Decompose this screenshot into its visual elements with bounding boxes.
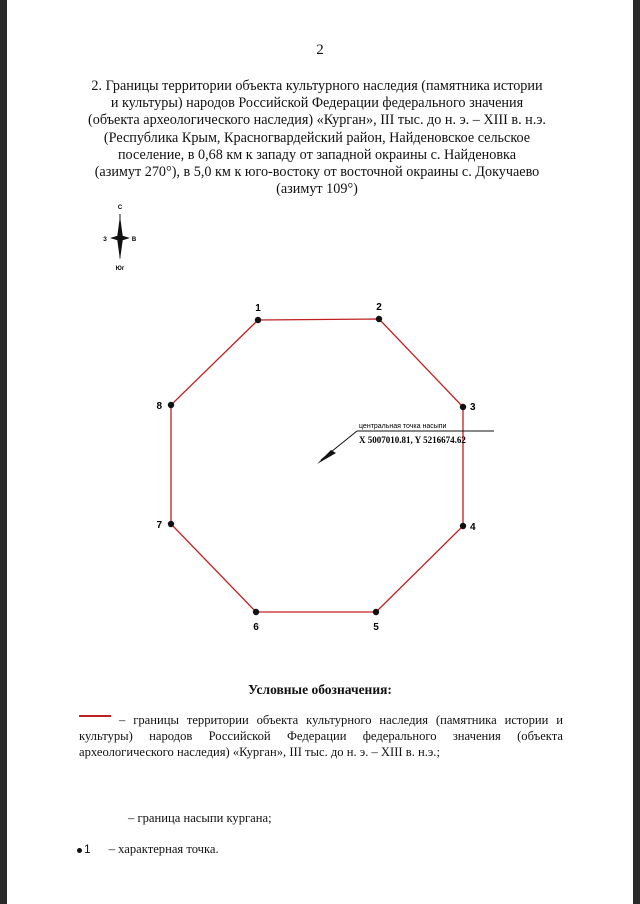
boundary-line-swatch: [79, 715, 111, 717]
point-label-7: 7: [156, 520, 162, 531]
boundary-map: [7, 0, 633, 904]
characteristic-point-1: [255, 317, 261, 323]
document-page: [7, 0, 633, 904]
point-label-1: 1: [255, 303, 261, 314]
compass-north-label: С: [117, 205, 123, 211]
legend-mound-text: – граница насыпи кургана;: [128, 811, 272, 825]
leader-arrow-icon: [317, 450, 336, 464]
title-line: (азимут 270°), в 5,0 км к юго-востоку от восточной окраины с. Докучаево: [94, 164, 540, 181]
center-point-label: центральная точка насыпи: [359, 423, 447, 430]
legend-boundary-item: [79, 713, 563, 760]
legend-point-item: [77, 842, 219, 857]
title-line: (объекта археологического наследия) «Курган», III тыс. до н. э. – XIII в. н.э.: [88, 112, 546, 129]
point-label-4: 4: [470, 522, 476, 533]
title-line: и культуры) народов Российской Федерации федерального значения: [110, 95, 524, 112]
compass-rose: [103, 205, 137, 272]
page-number: 2: [316, 42, 324, 58]
characteristic-point-6: [253, 609, 259, 615]
center-point-annotation: [317, 423, 494, 464]
legend-point-text: – характерная точка.: [108, 842, 219, 856]
compass-cross-icon: [110, 235, 130, 241]
boundary-polygon: [171, 319, 463, 612]
characteristic-point-4: [460, 523, 466, 529]
point-label-3: 3: [470, 402, 476, 413]
characteristic-point-8: [168, 402, 174, 408]
title-line: (Республика Крым, Красногвардейский район, Найденовское сельское: [103, 129, 531, 146]
point-label-5: 5: [373, 622, 379, 633]
legend-point-number: 1: [84, 842, 91, 856]
characteristic-point-2: [376, 316, 382, 322]
title-line: (азимут 109°): [276, 181, 358, 198]
point-label-8: 8: [156, 401, 162, 412]
point-label-6: 6: [253, 622, 259, 633]
legend-boundary-text: – границы территории объекта культурного наследия (памятника истории и культуры) народов Российской Федерации федерального значения (объекта археологического наследия) «Курган», III тыс. до н. э. – XIII в. н.э.;: [79, 713, 563, 759]
legend-mound-item: [128, 811, 272, 826]
point-label-2: 2: [376, 302, 382, 313]
compass-south-label: Юг: [115, 266, 125, 272]
characteristic-point-7: [168, 521, 174, 527]
compass-east-label: В: [131, 237, 137, 243]
center-point-coords: X 5007010.81, Y 5216674.62: [359, 435, 466, 445]
title-line: 2. Границы территории объекта культурного наследия (памятника истории: [91, 78, 543, 94]
legend-title: Условные обозначения:: [248, 682, 392, 697]
title-line: поселение, в 0,68 км к западу от западной окраины с. Найденовка: [117, 146, 517, 163]
characteristic-point-3: [460, 404, 466, 410]
compass-west-label: З: [103, 237, 107, 243]
point-marker-icon: [77, 848, 82, 853]
characteristic-point-5: [373, 609, 379, 615]
